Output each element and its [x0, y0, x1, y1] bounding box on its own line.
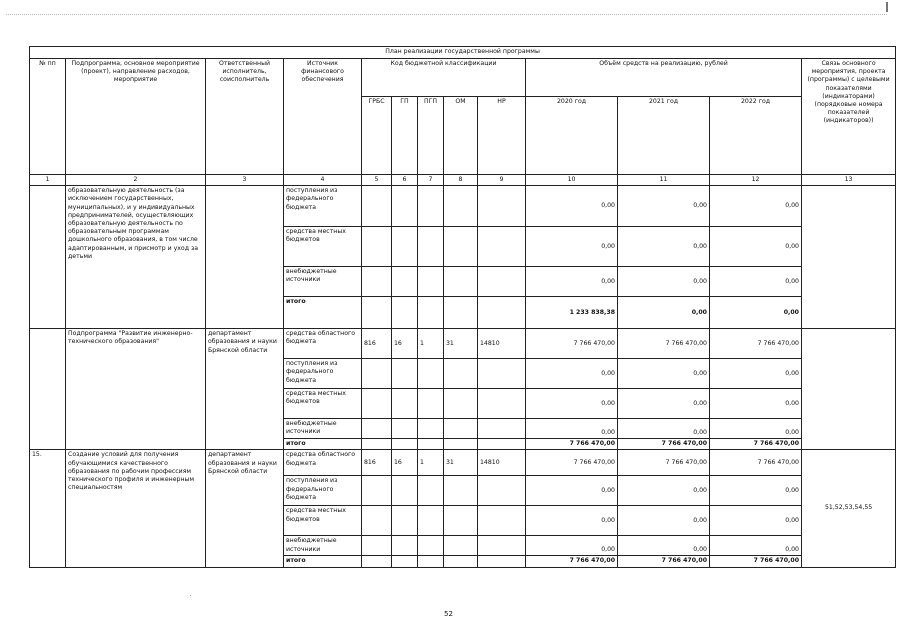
header-pgp: ПГП — [418, 97, 444, 175]
source-cell: итого — [284, 556, 362, 567]
value-2021: 0,00 — [618, 359, 710, 389]
value-2022: 0,00 — [710, 267, 802, 297]
value-2020: 7 766 470,00 — [526, 439, 618, 450]
value-2022: 0,00 — [710, 359, 802, 389]
header-om: ОМ — [444, 97, 478, 175]
value-2021: 0,00 — [618, 476, 710, 506]
header-grbs: ГРБС — [362, 97, 392, 175]
source-cell: поступления из федерального бюджета — [284, 186, 362, 227]
source-cell: средства местных бюджетов — [284, 389, 362, 419]
value-2020: 0,00 — [526, 536, 618, 556]
value-2022: 0,00 — [710, 419, 802, 439]
np-cell: 14810 — [478, 329, 526, 359]
value-2022: 0,00 — [710, 536, 802, 556]
value-2020: 0,00 — [526, 419, 618, 439]
value-2021: 7 766 470,00 — [618, 439, 710, 450]
source-cell: итого — [284, 297, 362, 329]
value-2021: 0,00 — [618, 227, 710, 267]
col-number: 12 — [710, 175, 802, 186]
value-2021: 0,00 — [618, 389, 710, 419]
np-cell: 14810 — [478, 450, 526, 476]
scan-speck — [190, 595, 191, 596]
scan-noise-line — [6, 14, 887, 16]
source-cell: внебюджетные источники — [284, 419, 362, 439]
row-number: 15. — [30, 450, 66, 567]
source-cell: средства областного бюджета — [284, 329, 362, 359]
header-subprogram: Подпрограмма, основное мероприятие (проект), направление расходов, мероприятие — [66, 59, 206, 175]
source-cell: средства областного бюджета — [284, 450, 362, 476]
table-title: План реализации государственной программы — [30, 47, 896, 59]
header-budget-code: Код бюджетной классификации — [362, 59, 526, 97]
value-2022: 0,00 — [710, 186, 802, 227]
source-cell: итого — [284, 439, 362, 450]
block3-responsible: департамент образования и науки Брянской области — [206, 450, 284, 567]
col-number: 13 — [802, 175, 896, 186]
value-2020: 0,00 — [526, 359, 618, 389]
value-2020: 7 766 470,00 — [526, 450, 618, 476]
page-number: 52 — [444, 610, 453, 618]
value-2020: 1 233 838,38 — [526, 297, 618, 329]
block3-description: Создание условий для получения обучающимися качественного образования по рабочим профессиям технического профиля и инженерным специальностям — [66, 450, 206, 567]
value-2021: 0,00 — [618, 536, 710, 556]
block1-description: образовательную деятельность (за исключением государственных, муниципальных), и у индивидуальных предпринимателей, осуществляющих образовательную деятельность по образовательным программам дошкольного образования, в том числе адаптированным, и присмотр и уход за детьми — [66, 186, 206, 329]
value-2020: 7 766 470,00 — [526, 329, 618, 359]
value-2020: 0,00 — [526, 186, 618, 227]
col-number: 6 — [392, 175, 418, 186]
pgp-cell: 1 — [418, 450, 444, 476]
grbs-cell: 816 — [362, 329, 392, 359]
value-2021: 7 766 470,00 — [618, 450, 710, 476]
col-number: 3 — [206, 175, 284, 186]
value-2021: 0,00 — [618, 297, 710, 329]
value-2020: 7 766 470,00 — [526, 556, 618, 567]
table-row — [30, 329, 896, 359]
source-cell: поступления из федерального бюджета — [284, 476, 362, 506]
source-cell: средства местных бюджетов — [284, 227, 362, 267]
value-2022: 7 766 470,00 — [710, 439, 802, 450]
value-2022: 7 766 470,00 — [710, 450, 802, 476]
value-2020: 0,00 — [526, 267, 618, 297]
header-2021: 2021 год — [618, 97, 710, 175]
value-2022: 0,00 — [710, 506, 802, 536]
table-row — [30, 186, 896, 227]
source-cell: внебюджетные источники — [284, 536, 362, 556]
value-2020: 0,00 — [526, 506, 618, 536]
header-np: НР — [478, 97, 526, 175]
header-link: Связь основного мероприятия, проекта (программы) с целевыми показателями (индикаторами) (порядковые номера показателей (индикаторов)) — [802, 59, 896, 175]
om-cell: 31 — [444, 450, 478, 476]
col-number: 9 — [478, 175, 526, 186]
header-num: № пп — [30, 59, 66, 175]
grbs-cell: 816 — [362, 450, 392, 476]
value-2022: 0,00 — [710, 227, 802, 267]
source-cell: поступления из федерального бюджета — [284, 359, 362, 389]
col-number: 2 — [66, 175, 206, 186]
value-2020: 0,00 — [526, 227, 618, 267]
block2-description: Подпрограмма "Развитие инженерно-технического образования" — [66, 329, 206, 450]
value-2022: 0,00 — [710, 297, 802, 329]
source-cell: средства местных бюджетов — [284, 506, 362, 536]
value-2022: 0,00 — [710, 389, 802, 419]
header-gp: ГП — [392, 97, 418, 175]
table-row — [30, 450, 896, 476]
pgp-cell: 1 — [418, 329, 444, 359]
col-number: 1 — [30, 175, 66, 186]
header-2020: 2020 год — [526, 97, 618, 175]
col-number: 11 — [618, 175, 710, 186]
value-2021: 7 766 470,00 — [618, 556, 710, 567]
value-2022: 7 766 470,00 — [710, 329, 802, 359]
col-number: 10 — [526, 175, 618, 186]
value-2021: 0,00 — [618, 506, 710, 536]
value-2022: 0,00 — [710, 476, 802, 506]
value-2021: 0,00 — [618, 419, 710, 439]
indicator-link: 51,52,53,54,55 — [802, 450, 896, 567]
gp-cell: 16 — [392, 450, 418, 476]
header-source: Источник финансового обеспечения — [284, 59, 362, 175]
value-2021: 0,00 — [618, 186, 710, 227]
program-plan-table — [29, 46, 896, 568]
value-2020: 0,00 — [526, 476, 618, 506]
col-number: 8 — [444, 175, 478, 186]
header-volume: Объём средств на реализацию, рублей — [526, 59, 802, 97]
col-number: 4 — [284, 175, 362, 186]
value-2021: 0,00 — [618, 267, 710, 297]
block2-responsible: департамент образования и науки Брянской области — [206, 329, 284, 450]
value-2020: 0,00 — [526, 389, 618, 419]
header-responsible: Ответственный исполнитель, соисполнитель — [206, 59, 284, 175]
header-2022: 2022 год — [710, 97, 802, 175]
gp-cell: 16 — [392, 329, 418, 359]
om-cell: 31 — [444, 329, 478, 359]
source-cell: внебюджетные источники — [284, 267, 362, 297]
col-number: 5 — [362, 175, 392, 186]
scan-edge-mark — [886, 2, 888, 12]
col-number: 7 — [418, 175, 444, 186]
value-2021: 7 766 470,00 — [618, 329, 710, 359]
value-2022: 7 766 470,00 — [710, 556, 802, 567]
